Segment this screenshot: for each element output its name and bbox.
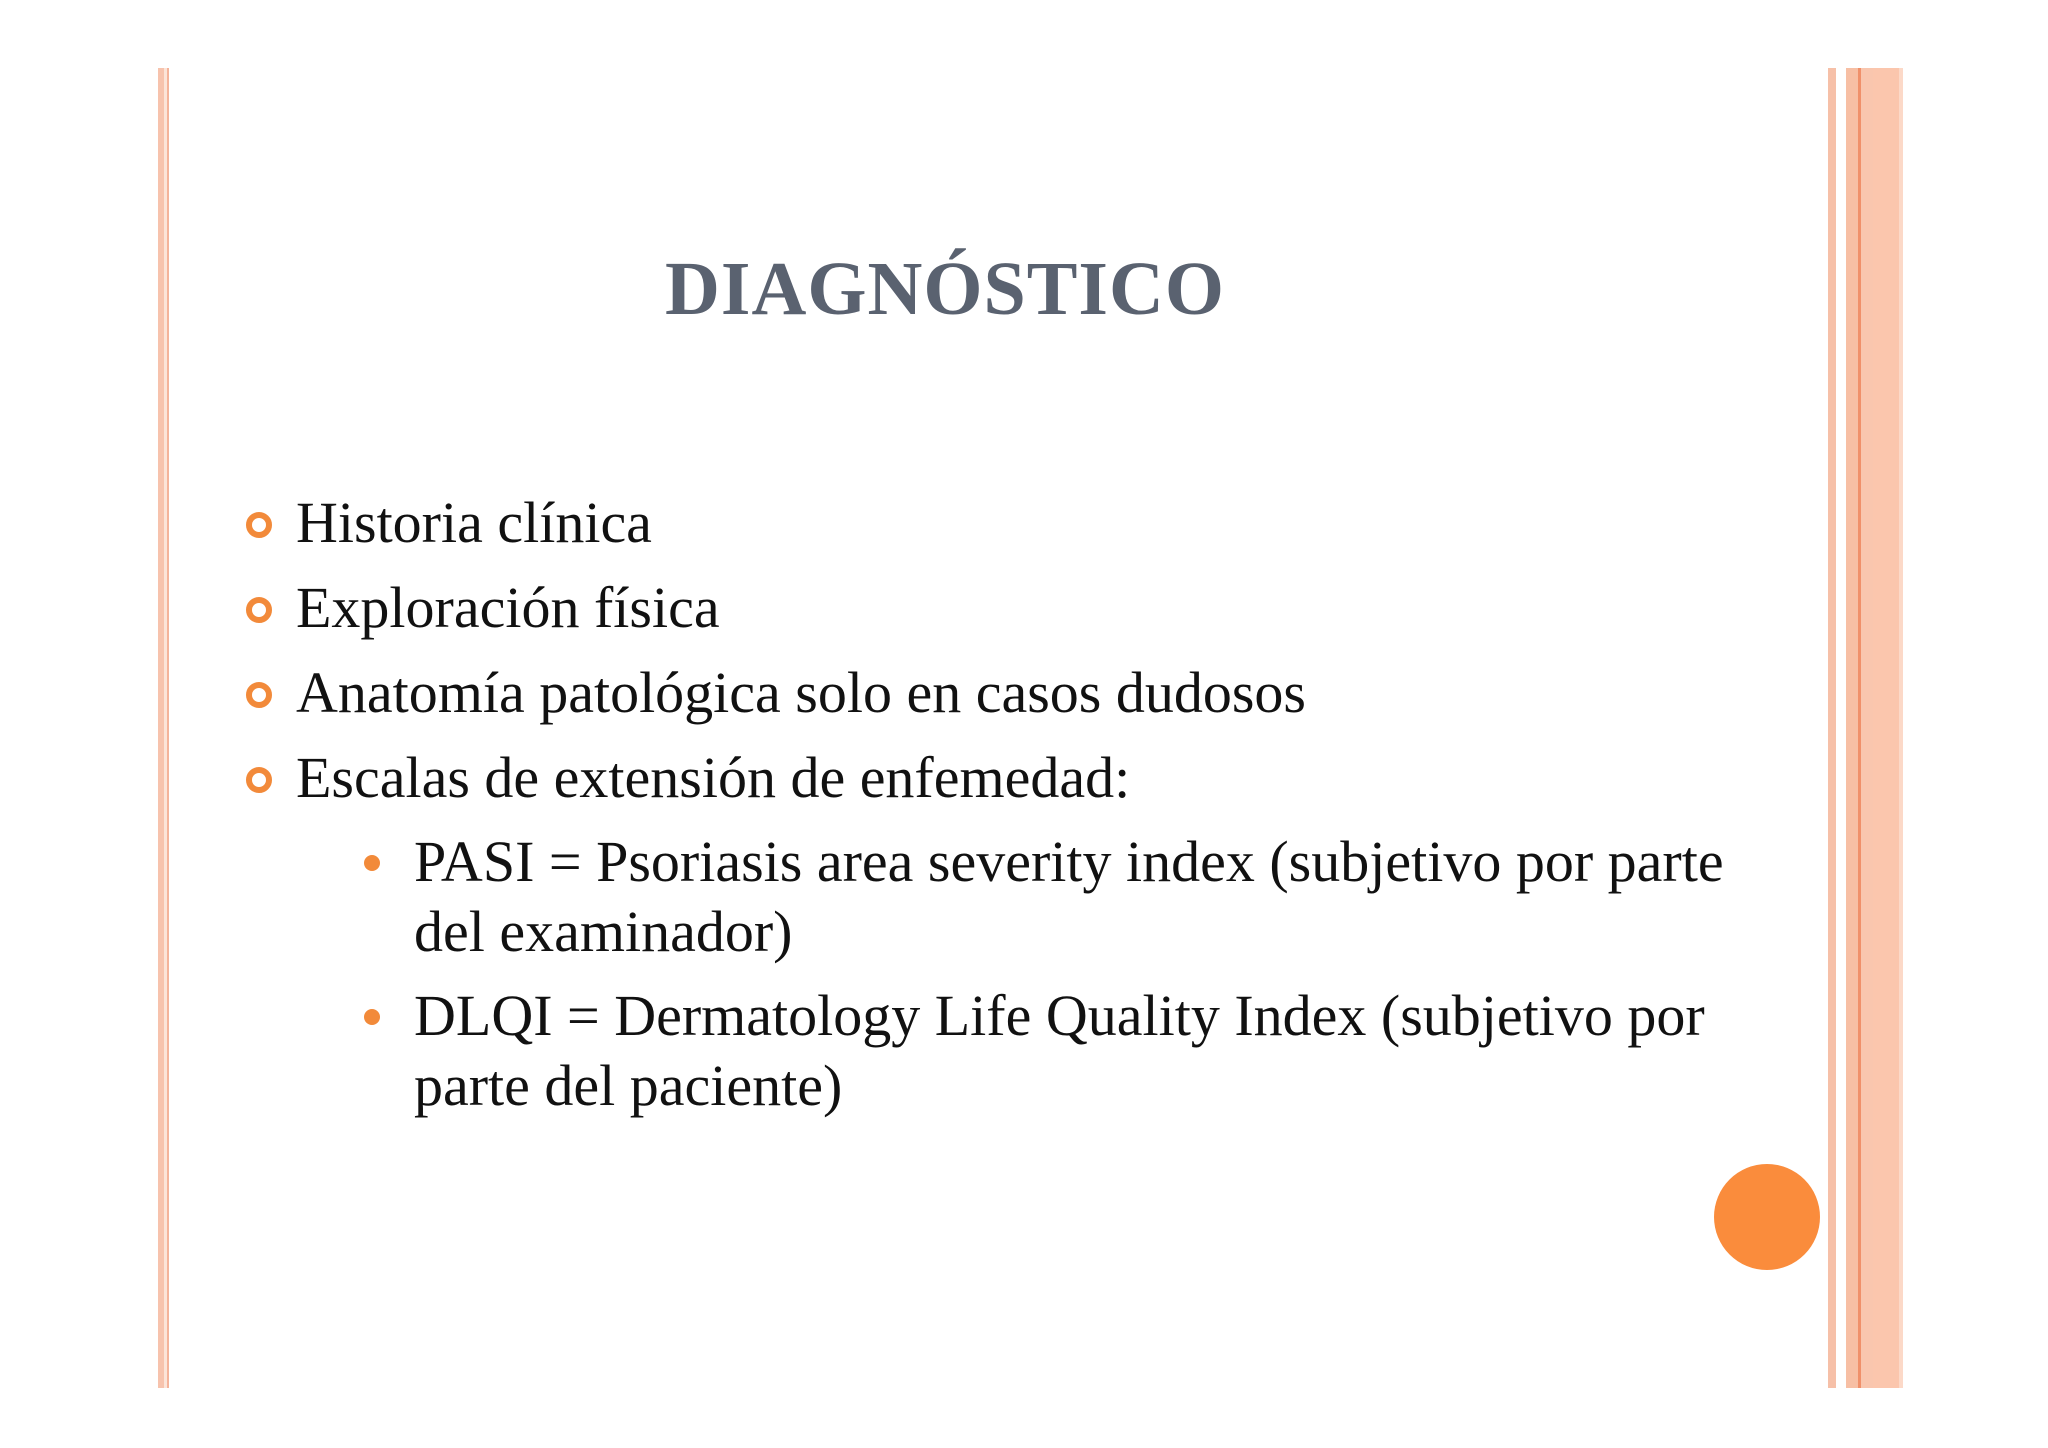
bullet-text: Anatomía patológica solo en casos dudosos [296, 660, 1306, 725]
ring-bullet-icon [246, 597, 272, 623]
dot-bullet-icon [364, 1009, 380, 1025]
bullet-item [246, 658, 1766, 728]
sub-bullet-text: PASI = Psoriasis area severity index (subjetivo por parte del examinador) [414, 829, 1724, 964]
slide-title: DIAGNÓSTICO [665, 247, 1225, 331]
sub-bullet-list [364, 827, 1766, 1121]
bullet-item [246, 573, 1766, 643]
bullet-item [246, 488, 1766, 558]
ring-bullet-icon [246, 512, 272, 538]
sub-bullet-text: DLQI = Dermatology Life Quality Index (subjetivo por parte del paciente) [414, 983, 1705, 1118]
bullet-item [246, 743, 1766, 1121]
sub-bullet-item [364, 827, 1766, 967]
bullet-text: Escalas de extensión de enfemedad: [296, 745, 1131, 810]
dot-bullet-icon [364, 855, 380, 871]
bullet-text: Historia clínica [296, 490, 652, 555]
sub-bullet-item [364, 981, 1766, 1121]
right-border-stripe [1899, 68, 1903, 1388]
orange-circle-decoration [1714, 1164, 1820, 1270]
ring-bullet-icon [246, 682, 272, 708]
ring-bullet-icon [246, 767, 272, 793]
bullet-text: Exploración física [296, 575, 720, 640]
bullet-list [246, 488, 1766, 1136]
